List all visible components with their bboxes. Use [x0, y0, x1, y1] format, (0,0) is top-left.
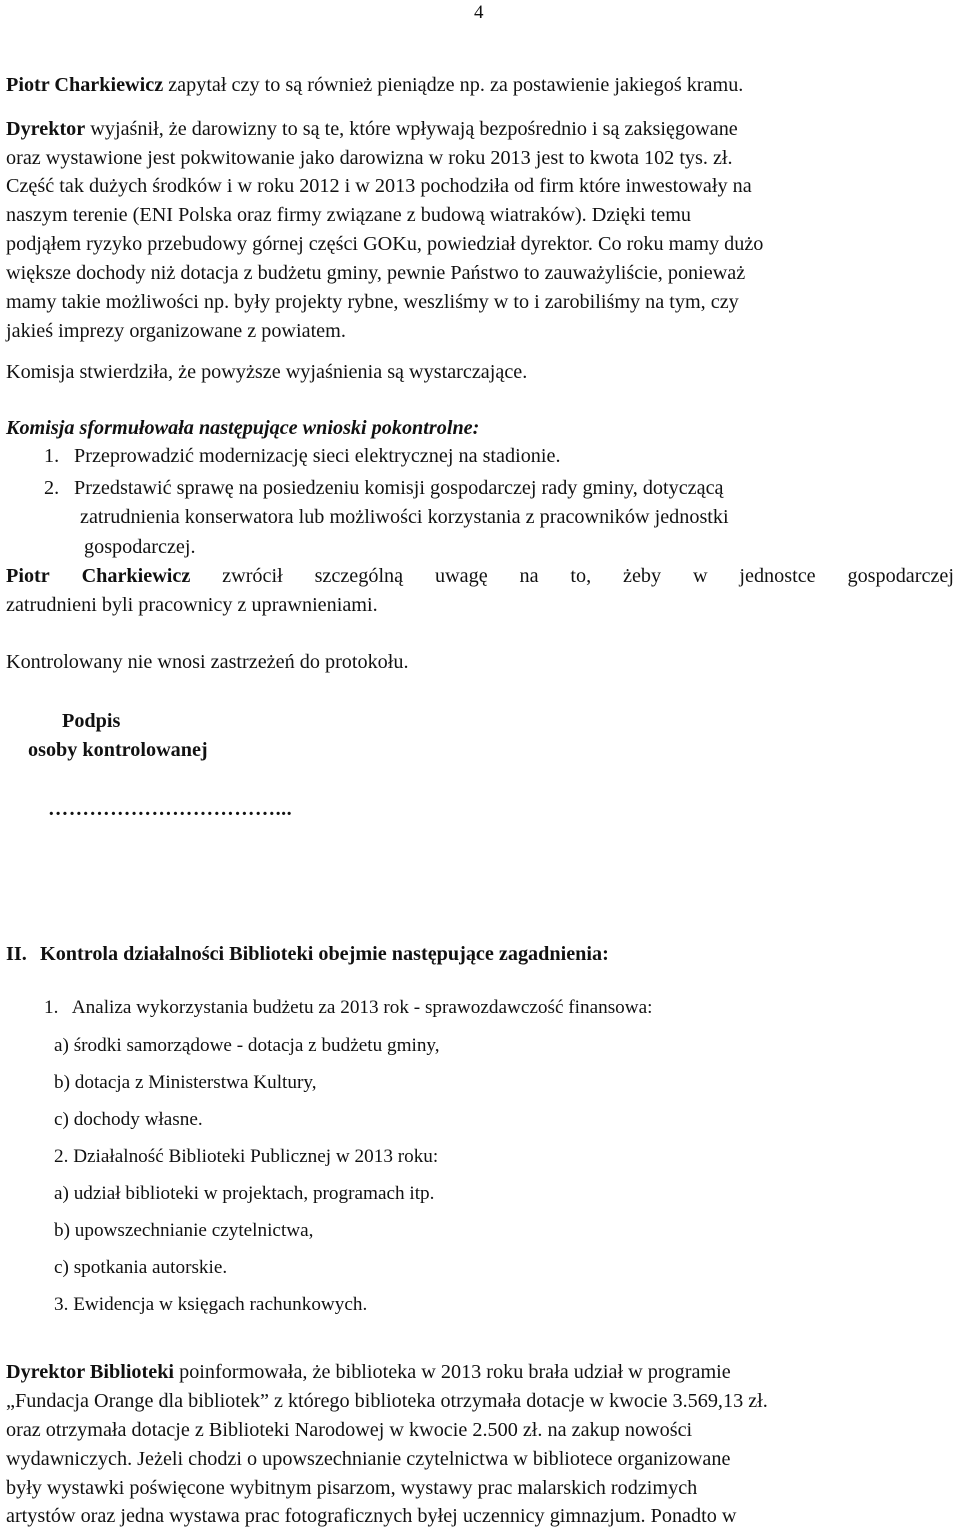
signature-dots: ……………………………..: [48, 798, 287, 820]
conclusion-text: zatrudnienia konserwatora lub możliwości korzystania z pracowników jednostki: [80, 506, 729, 528]
outline-item: a) udział biblioteki w projektach, programach itp.: [54, 1183, 435, 1204]
conclusion-text: Przeprowadzić modernizację sieci elektrycznej na stadionie.: [74, 445, 561, 467]
paragraph-line: wydawniczych. Jeżeli chodzi o upowszechnianie czytelnictwa w bibliotece organizowane: [6, 1448, 731, 1470]
conclusion-number: 1.: [44, 445, 60, 467]
paragraph-line: [6, 1358, 731, 1387]
outline-item: a) środki samorządowe - dotacja z budżetu gminy,: [54, 1035, 440, 1056]
page-number: 4: [474, 2, 484, 23]
word: gospodarczej: [847, 565, 954, 587]
no-objections-statement: Kontrolowany nie wnosi zastrzeżeń do protokołu.: [6, 651, 409, 673]
word: Piotr: [6, 565, 50, 587]
word: uwagę: [434, 565, 488, 587]
word: to,: [570, 565, 592, 587]
outline-item: 2. Działalność Biblioteki Publicznej w 2013 roku:: [54, 1146, 439, 1167]
word: zwrócił: [222, 565, 283, 587]
paragraph-line: były wystawki poświęcone wybitnym pisarzom, wystawy prac malarskich rodzimych: [6, 1477, 698, 1499]
speaker-name: Piotr Charkiewicz: [6, 74, 164, 96]
conclusion-number: 2.: [44, 477, 60, 499]
word: żeby: [623, 565, 662, 587]
paragraph-line: artystów oraz jedna wystawa prac fotograficznych byłej uczennicy gimnazjum. Ponadto w: [6, 1505, 737, 1527]
signature-label: osoby kontrolowanej: [28, 739, 208, 761]
line-text: zapytał czy to są również pieniądze np. za postawienie jakiegoś kramu.: [163, 74, 744, 96]
signature-dots-tail: .: [286, 798, 293, 820]
outline-item: b) upowszechnianie czytelnictwa,: [54, 1220, 314, 1241]
paragraph-line: zatrudnieni byli pracownicy z uprawnieniami.: [6, 594, 378, 616]
signature-line: [48, 795, 292, 824]
word: jednostce: [739, 565, 816, 587]
conclusions-heading: Komisja sformułowała następujące wnioski pokontrolne:: [6, 417, 480, 439]
paragraph-line: oraz otrzymała dotacje z Biblioteki Narodowej w kwocie 2.500 zł. na zakup nowości: [6, 1419, 693, 1441]
paragraph-line: oraz wystawione jest pokwitowanie jako darowizna w roku 2013 jest to kwota 102 tys. zł.: [6, 147, 733, 169]
word: szczególną: [314, 565, 404, 587]
signature-label: Podpis: [62, 710, 121, 732]
paragraph-line: „Fundacja Orange dla bibliotek” z którego biblioteka otrzymała dotacje w kwocie 3.569,13 zł.: [6, 1390, 768, 1412]
line-text: poinformowała, że biblioteka w 2013 roku brała udział w programie: [174, 1361, 731, 1383]
paragraph-line: mamy takie możliwości np. były projekty rybne, weszliśmy w to i zarobiliśmy na tym, czy: [6, 291, 739, 313]
justified-line: [6, 562, 954, 591]
outline-item: c) spotkania autorskie.: [54, 1257, 228, 1278]
line-text: wyjaśnił, że darowizny to są te, które wpływają bezpośrednio i są zaksięgowane: [85, 118, 738, 140]
paragraph-line: podjąłem ryzyko przebudowy górnej części GOKu, powiedział dyrektor. Co roku mamy dużo: [6, 233, 764, 255]
paragraph-line: naszym terenie (ENI Polska oraz firmy związane z budową wiatraków). Dzięki temu: [6, 204, 691, 226]
section-number: II.: [6, 943, 27, 965]
speaker-name: Dyrektor Biblioteki: [6, 1361, 175, 1383]
commission-statement: Komisja stwierdziła, że powyższe wyjaśnienia są wystarczające.: [6, 361, 528, 383]
word: w: [692, 565, 708, 587]
paragraph-line: Część tak dużych środków i w roku 2012 i w 2013 pochodziła od firm które inwestowały na: [6, 175, 752, 197]
paragraph-line: jakieś imprezy organizowane z powiatem.: [6, 320, 346, 342]
outline-item: 3. Ewidencja w księgach rachunkowych.: [54, 1294, 368, 1315]
outline-item: b) dotacja z Ministerstwa Kultury,: [54, 1072, 317, 1093]
section-heading: Kontrola działalności Biblioteki obejmie następujące zagadnienia:: [40, 943, 609, 965]
outline-item: c) dochody własne.: [54, 1109, 203, 1130]
conclusion-text: gospodarczej.: [84, 536, 196, 558]
word: na: [519, 565, 539, 587]
paragraph-line: [6, 71, 743, 100]
outline-item: 1. Analiza wykorzystania budżetu za 2013 rok - sprawozdawczość finansowa:: [44, 997, 653, 1018]
paragraph-line: większe dochody niż dotacja z budżetu gminy, pewnie Państwo to zauważyliście, ponieważ: [6, 262, 746, 284]
paragraph-line: [6, 115, 738, 144]
conclusion-text: Przedstawić sprawę na posiedzeniu komisji gospodarczej rady gminy, dotyczącą: [74, 477, 724, 499]
speaker-name: Dyrektor: [6, 118, 86, 140]
word: Charkiewicz: [81, 565, 191, 587]
